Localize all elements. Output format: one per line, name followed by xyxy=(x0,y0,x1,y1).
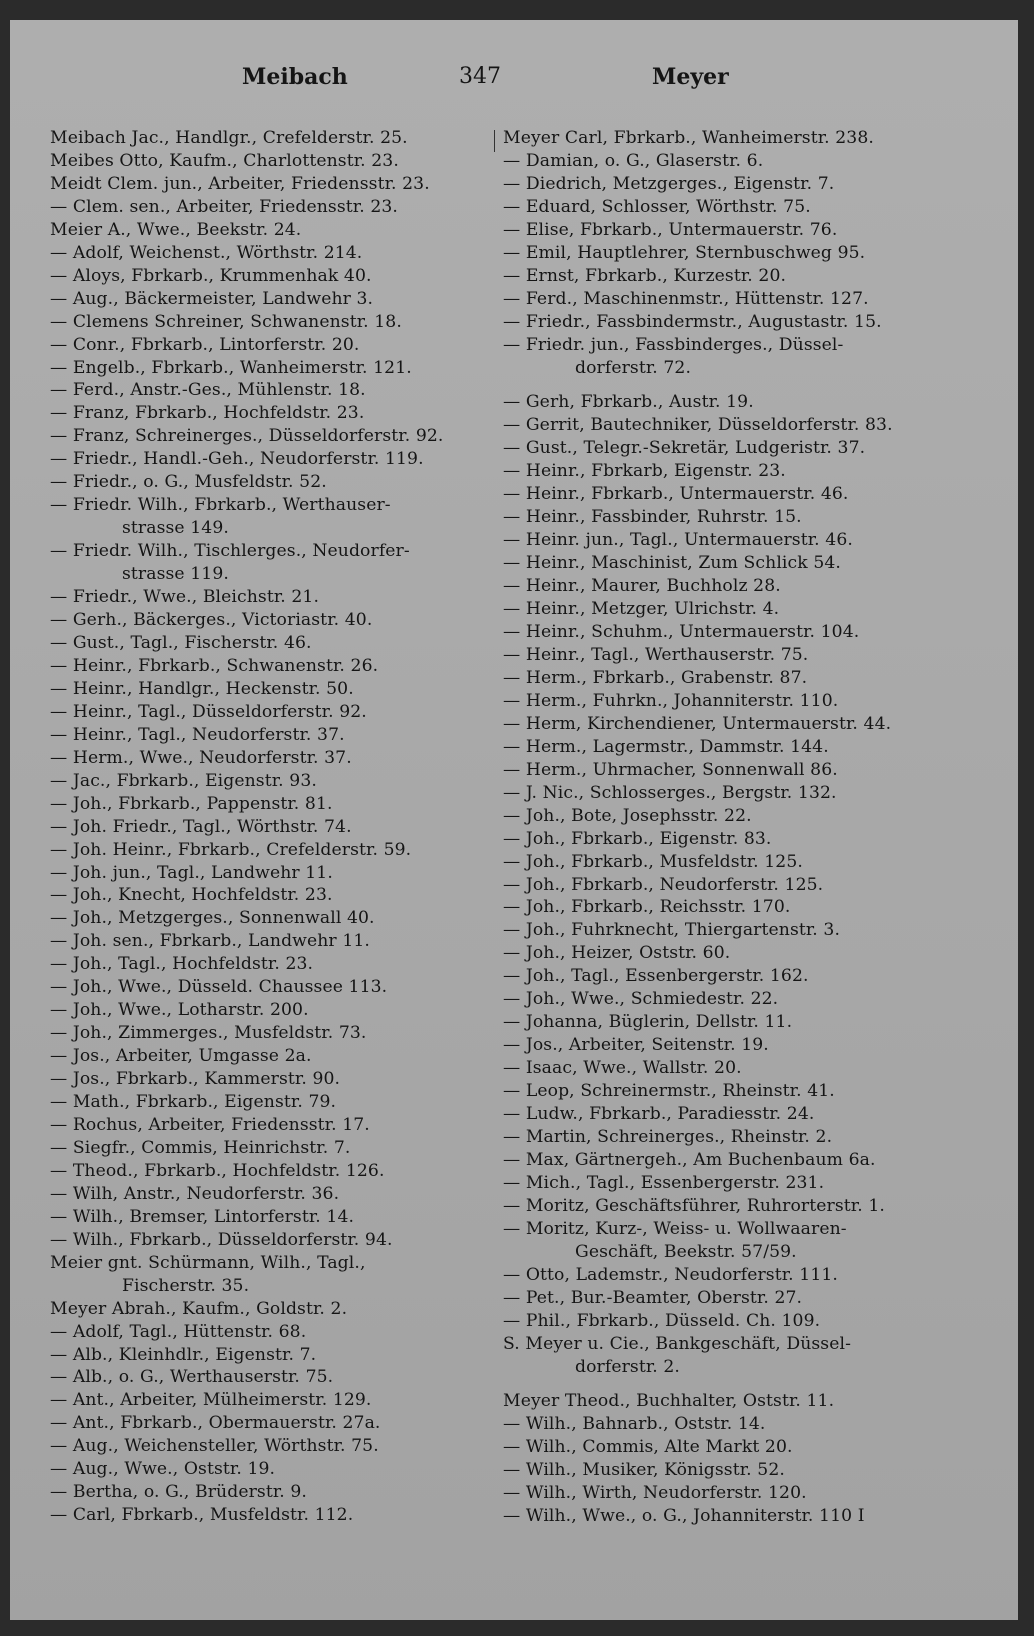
header-right-keyword: Meyer xyxy=(652,64,729,90)
directory-entry-line: — Joh., Fbrkarb., Musfeldstr. 125. xyxy=(503,851,803,872)
directory-entry-line: — Wilh., Bahnarb., Oststr. 14. xyxy=(503,1414,766,1435)
directory-entry-line: — Elise, Fbrkarb., Untermauerstr. 76. xyxy=(503,219,838,240)
directory-entry-line: — Aug., Weichensteller, Wörthstr. 75. xyxy=(50,1436,379,1457)
directory-entry-line: — Emil, Hauptlehrer, Sternbuschweg 95. xyxy=(503,242,866,263)
directory-entry-line: — Bertha, o. G., Brüderstr. 9. xyxy=(50,1482,307,1503)
directory-entry-line: Meyer Abrah., Kaufm., Goldstr. 2. xyxy=(50,1298,348,1319)
directory-entry-line: — Joh., Tagl., Hochfeldstr. 23. xyxy=(50,954,314,975)
directory-entry-line: — Joh., Metzgerges., Sonnenwall 40. xyxy=(50,908,375,929)
directory-entry-line: — Heinr., Tagl., Werthauserstr. 75. xyxy=(503,644,809,665)
directory-entry-line: strasse 149. xyxy=(122,518,229,539)
directory-entry-line: — Heinr., Maschinist, Zum Schlick 54. xyxy=(503,553,841,574)
directory-entry-line: — Franz, Schreinerges., Düsseldorferstr. 92. xyxy=(50,426,444,447)
directory-entry-line: — Adolf, Weichenst., Wörthstr. 214. xyxy=(50,242,363,263)
directory-entry-line: S. Meyer u. Cie., Bankgeschäft, Düssel- xyxy=(503,1333,851,1354)
directory-entry-line: — Joh., Heizer, Oststr. 60. xyxy=(503,943,731,964)
column-divider xyxy=(494,130,495,152)
directory-entry-line: — Heinr., Fassbinder, Ruhrstr. 15. xyxy=(503,507,802,528)
page-header xyxy=(10,64,1018,104)
directory-entry-line: — Wilh, Anstr., Neudorferstr. 36. xyxy=(50,1183,340,1204)
directory-entry-line: — Rochus, Arbeiter, Friedensstr. 17. xyxy=(50,1114,370,1135)
directory-entry-line: — Heinr., Fbrkarb, Eigenstr. 23. xyxy=(503,461,786,482)
directory-entry-line: — Friedr., Handl.-Geh., Neudorferstr. 119. xyxy=(50,449,424,470)
directory-entry-line: — Wilh., Wwe., o. G., Johanniterstr. 110 I xyxy=(503,1506,865,1527)
directory-entry-line: — Jos., Arbeiter, Umgasse 2a. xyxy=(50,1046,312,1067)
directory-entry-line: — Heinr., Fbrkarb., Untermauerstr. 46. xyxy=(503,484,849,505)
directory-entry-line: — Friedr., o. G., Musfeldstr. 52. xyxy=(50,472,327,493)
directory-entry-line: — Clemens Schreiner, Schwanenstr. 18. xyxy=(50,311,402,332)
directory-entry-line: — Joh. jun., Tagl., Landwehr 11. xyxy=(50,862,333,883)
directory-entry-line: — Ant., Arbeiter, Mülheimerstr. 129. xyxy=(50,1390,372,1411)
directory-entry-line: — Herm, Kirchendiener, Untermauerstr. 44. xyxy=(503,713,892,734)
directory-entry-line: — Siegfr., Commis, Heinrichstr. 7. xyxy=(50,1137,351,1158)
directory-entry-line: — Jos., Fbrkarb., Kammerstr. 90. xyxy=(50,1069,341,1090)
directory-entry-line: — Herm., Uhrmacher, Sonnenwall 86. xyxy=(503,759,838,780)
directory-entry-line: — Herm., Wwe., Neudorferstr. 37. xyxy=(50,747,352,768)
directory-entry-line: — Alb., Kleinhdlr., Eigenstr. 7. xyxy=(50,1344,317,1365)
directory-entry-line: — Friedr., Wwe., Bleichstr. 21. xyxy=(50,587,320,608)
directory-entry-line: — Max, Gärtnergeh., Am Buchenbaum 6a. xyxy=(503,1149,876,1170)
directory-entry-line: — Aloys, Fbrkarb., Krummenhak 40. xyxy=(50,265,372,286)
directory-entry-line: — Gust., Telegr.-Sekretär, Ludgeristr. 37. xyxy=(503,438,866,459)
directory-entry-line: — Heinr., Handlgr., Heckenstr. 50. xyxy=(50,678,354,699)
directory-entry-line: — Joh., Fbrkarb., Reichsstr. 170. xyxy=(503,897,791,918)
directory-entry-line: — Engelb., Fbrkarb., Wanheimerstr. 121. xyxy=(50,357,412,378)
directory-entry-line: — Wilh., Musiker, Königsstr. 52. xyxy=(503,1460,785,1481)
directory-entry-line: — Joh., Fuhrknecht, Thiergartenstr. 3. xyxy=(503,920,841,941)
directory-entry-line: Meibes Otto, Kaufm., Charlottenstr. 23. xyxy=(50,150,399,171)
directory-entry-line: Meyer Theod., Buchhalter, Oststr. 11. xyxy=(503,1391,835,1412)
directory-entry-line: — Isaac, Wwe., Wallstr. 20. xyxy=(503,1058,742,1079)
directory-entry-line: — Martin, Schreinerges., Rheinstr. 2. xyxy=(503,1126,833,1147)
directory-entry-line: — Heinr. jun., Tagl., Untermauerstr. 46. xyxy=(503,530,853,551)
directory-entry-line: — Franz, Fbrkarb., Hochfeldstr. 23. xyxy=(50,403,365,424)
directory-entry-line: — Clem. sen., Arbeiter, Friedensstr. 23. xyxy=(50,196,398,217)
directory-entry-line: — Joh. sen., Fbrkarb., Landwehr 11. xyxy=(50,931,370,952)
directory-entry-line: — Wilh., Commis, Alte Markt 20. xyxy=(503,1437,793,1458)
directory-entry-line: — Moritz, Kurz-, Weiss- u. Wollwaaren- xyxy=(503,1218,847,1239)
directory-entry-line: — Gerrit, Bautechniker, Düsseldorferstr. 83. xyxy=(503,415,893,436)
header-left-keyword: Meibach xyxy=(242,64,348,90)
directory-entry-line: — Friedr. Wilh., Tischlerges., Neudorfer- xyxy=(50,541,410,562)
directory-entry-line: — Joh., Wwe., Lotharstr. 200. xyxy=(50,1000,309,1021)
directory-entry-line: — Joh. Friedr., Tagl., Wörthstr. 74. xyxy=(50,816,352,837)
directory-entry-line: — Joh., Bote, Josephsstr. 22. xyxy=(503,805,752,826)
directory-entry-line: — Pet., Bur.-Beamter, Oberstr. 27. xyxy=(503,1287,803,1308)
directory-entry-line: — Gerh., Bäckerges., Victoriastr. 40. xyxy=(50,610,373,631)
directory-entry-line: Meier A., Wwe., Beekstr. 24. xyxy=(50,219,302,240)
directory-entry-line: dorferstr. 2. xyxy=(575,1356,680,1377)
directory-entry-line: — Wilh., Wirth, Neudorferstr. 120. xyxy=(503,1483,807,1504)
directory-entry-line: — Jos., Arbeiter, Seitenstr. 19. xyxy=(503,1035,769,1056)
directory-entry-line: — Aug., Bäckermeister, Landwehr 3. xyxy=(50,288,374,309)
directory-entry-line: — J. Nic., Schlosserges., Bergstr. 132. xyxy=(503,782,837,803)
directory-entry-line: — Joh., Fbrkarb., Pappenstr. 81. xyxy=(50,793,333,814)
directory-entry-line: — Joh., Zimmerges., Musfeldstr. 73. xyxy=(50,1023,367,1044)
directory-entry-line: — Herm., Lagermstr., Dammstr. 144. xyxy=(503,736,829,757)
directory-entry-line: — Wilh., Bremser, Lintorferstr. 14. xyxy=(50,1206,355,1227)
directory-entry-line: Meyer Carl, Fbrkarb., Wanheimerstr. 238. xyxy=(503,128,874,148)
directory-entry-line: — Moritz, Geschäftsführer, Ruhrorterstr. 1. xyxy=(503,1195,885,1216)
directory-entry-line: Meier gnt. Schürmann, Wilh., Tagl., xyxy=(50,1252,366,1273)
directory-entry-line: — Otto, Lademstr., Neudorferstr. 111. xyxy=(503,1264,838,1285)
directory-entry-line: — Ant., Fbrkarb., Obermauerstr. 27a. xyxy=(50,1413,381,1434)
directory-entry-line: — Friedr., Fassbindermstr., Augustastr. 15. xyxy=(503,311,882,332)
directory-entry-line: — Carl, Fbrkarb., Musfeldstr. 112. xyxy=(50,1505,354,1526)
directory-entry-line: — Johanna, Büglerin, Dellstr. 11. xyxy=(503,1012,793,1033)
directory-entry-line: — Joh., Tagl., Essenbergerstr. 162. xyxy=(503,966,809,987)
directory-entry-line: — Ernst, Fbrkarb., Kurzestr. 20. xyxy=(503,265,787,286)
directory-entry-line: — Math., Fbrkarb., Eigenstr. 79. xyxy=(50,1092,337,1113)
directory-entry-line: — Joh., Wwe., Düsseld. Chaussee 113. xyxy=(50,977,388,998)
right-column xyxy=(503,127,983,1528)
directory-page xyxy=(10,20,1018,1620)
directory-entry-line: — Herm., Fuhrkn., Johanniterstr. 110. xyxy=(503,690,839,711)
directory-entry-line: — Friedr. Wilh., Fbrkarb., Werthauser- xyxy=(50,495,391,516)
directory-entry-line: — Ferd., Anstr.-Ges., Mühlenstr. 18. xyxy=(50,380,366,401)
directory-entry-line: — Herm., Fbrkarb., Grabenstr. 87. xyxy=(503,667,808,688)
directory-entry-line: Meibach Jac., Handlgr., Crefelderstr. 25. xyxy=(50,128,408,148)
directory-entry-line: Geschäft, Beekstr. 57/59. xyxy=(575,1241,797,1262)
directory-entry-line: — Aug., Wwe., Oststr. 19. xyxy=(50,1459,276,1480)
directory-entry-line: — Ferd., Maschinenmstr., Hüttenstr. 127. xyxy=(503,288,869,309)
directory-entry-line: — Heinr., Metzger, Ulrichstr. 4. xyxy=(503,599,780,620)
directory-entry-line: Meidt Clem. jun., Arbeiter, Friedensstr. 23. xyxy=(50,173,430,194)
directory-entry-line: — Jac., Fbrkarb., Eigenstr. 93. xyxy=(50,770,317,791)
directory-entry-line: — Heinr., Tagl., Düsseldorferstr. 92. xyxy=(50,701,367,722)
directory-entry-line: — Heinr., Schuhm., Untermauerstr. 104. xyxy=(503,622,860,643)
directory-entry-line: — Gerh, Fbrkarb., Austr. 19. xyxy=(503,392,754,413)
directory-entry-line: — Diedrich, Metzgerges., Eigenstr. 7. xyxy=(503,173,835,194)
directory-entry-line: — Leop, Schreinermstr., Rheinstr. 41. xyxy=(503,1081,835,1102)
directory-entry-line: — Heinr., Fbrkarb., Schwanenstr. 26. xyxy=(50,655,379,676)
directory-entry-line: Fischerstr. 35. xyxy=(122,1275,250,1296)
directory-entry-line: — Damian, o. G., Glaserstr. 6. xyxy=(503,150,764,171)
directory-entry-line: — Friedr. jun., Fassbinderges., Düssel- xyxy=(503,334,844,355)
directory-entry-line: — Adolf, Tagl., Hüttenstr. 68. xyxy=(50,1321,307,1342)
directory-entry-line: dorferstr. 72. xyxy=(575,357,692,378)
directory-entry-line: — Joh., Knecht, Hochfeldstr. 23. xyxy=(50,885,333,906)
directory-entry-line: — Heinr., Maurer, Buchholz 28. xyxy=(503,576,781,597)
directory-entry-line: — Mich., Tagl., Essenbergerstr. 231. xyxy=(503,1172,825,1193)
directory-entry-line: — Theod., Fbrkarb., Hochfeldstr. 126. xyxy=(50,1160,385,1181)
directory-entry-line: — Joh., Wwe., Schmiedestr. 22. xyxy=(503,989,779,1010)
page-number: 347 xyxy=(459,64,501,89)
directory-entry-line: — Joh. Heinr., Fbrkarb., Crefelderstr. 59. xyxy=(50,839,412,860)
directory-entry-line: — Heinr., Tagl., Neudorferstr. 37. xyxy=(50,724,345,745)
directory-entry-line: — Alb., o. G., Werthauserstr. 75. xyxy=(50,1367,334,1388)
directory-entry-line: — Gust., Tagl., Fischerstr. 46. xyxy=(50,632,312,653)
directory-entry-line: — Joh., Fbrkarb., Eigenstr. 83. xyxy=(503,828,772,849)
directory-entry-line: — Joh., Fbrkarb., Neudorferstr. 125. xyxy=(503,874,824,895)
directory-entry-line: — Eduard, Schlosser, Wörthstr. 75. xyxy=(503,196,811,217)
directory-entry-line: strasse 119. xyxy=(122,564,229,585)
directory-entry-line: — Phil., Fbrkarb., Düsseld. Ch. 109. xyxy=(503,1310,821,1331)
directory-entry-line: — Conr., Fbrkarb., Lintorferstr. 20. xyxy=(50,334,360,355)
directory-entry-line: — Wilh., Fbrkarb., Düsseldorferstr. 94. xyxy=(50,1229,393,1250)
directory-entry-line: — Ludw., Fbrkarb., Paradiesstr. 24. xyxy=(503,1104,815,1125)
left-column xyxy=(50,127,490,1527)
